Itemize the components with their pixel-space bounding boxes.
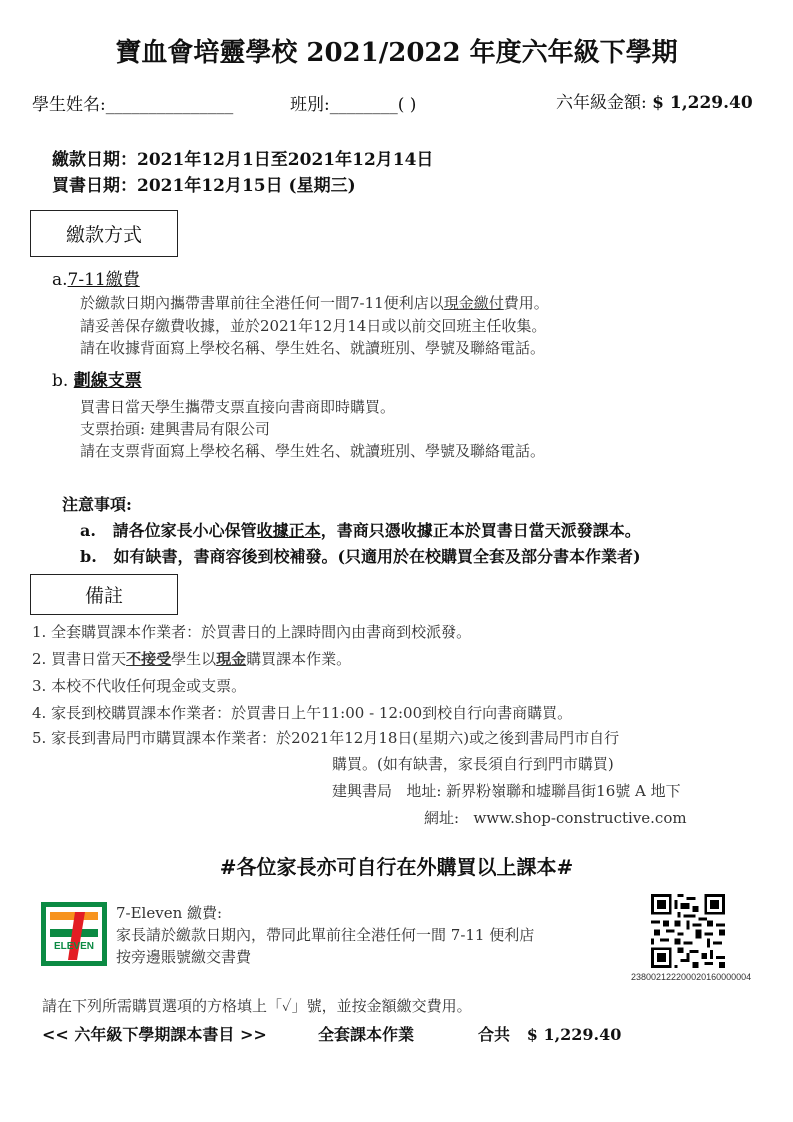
method-a-heading	[52, 265, 140, 290]
method-a-line-1	[80, 292, 549, 313]
note-b-text: 如有缺書，書商容後到校補發。(只適用於在校購買全套及部分書本作業者)	[113, 547, 641, 566]
footer-instruction: 請在下列所需購買選項的方格填上「✓」號，並按金額繳交費用。	[42, 997, 472, 1015]
student-name-field[interactable]	[32, 90, 233, 115]
method-a-cash-emphasis: 現金繳付	[443, 294, 504, 312]
remark-3: 3. 本校不代收任何現金或支票。	[32, 677, 247, 695]
grade-amount-label: 六年級金額:	[556, 93, 653, 113]
note-a-text: 請各位家長小心保管	[112, 521, 257, 540]
payment-qr-code	[651, 894, 725, 968]
total-value: $ 1,229.40	[526, 1025, 622, 1044]
shop-name: 建興書局	[332, 782, 393, 800]
class-blank: ________( )	[329, 95, 417, 115]
class-label: 班別:	[290, 95, 330, 115]
method-a-line-1-end: 費用。	[503, 294, 549, 312]
seven-eleven-logo	[41, 902, 107, 966]
method-b-line-2: 支票抬頭: 建興書局有限公司	[80, 420, 270, 438]
student-name-blank: _______________	[105, 95, 234, 115]
method-b-line-3: 請在支票背面寫上學校名稱、學生姓名、就讀班別、學號及聯絡電話。	[80, 442, 546, 460]
seven-eleven-line-2: 按旁邊賬號繳交書費	[116, 948, 252, 966]
address-value: 新界粉嶺聯和墟聯昌街16號 A 地下	[446, 782, 681, 800]
website-value: www.shop-constructive.com	[473, 809, 687, 827]
footer-total	[478, 1022, 621, 1045]
note-b-prefix: b.	[80, 547, 97, 566]
remark-2-end: 購買課本作業。	[246, 650, 352, 668]
note-a-receipt-emphasis: 收據正本	[256, 521, 321, 540]
shop-website	[424, 807, 687, 828]
book-list-label: << 六年級下學期課本書目 >>	[42, 1025, 267, 1044]
remark-2	[32, 648, 351, 669]
method-a-line-3: 請在收據背面寫上學校名稱、學生姓名、就讀班別、學號及聯絡電話。	[80, 339, 546, 357]
note-b	[80, 544, 641, 567]
method-a-line-1-text: 於繳款日期內攜帶書單前往全港任何一間7-11便利店以	[80, 294, 444, 312]
option-full-set[interactable]: 全套課本作業	[318, 1025, 415, 1044]
class-field[interactable]	[290, 90, 416, 115]
barcode-number: 238002122200020160000004	[631, 972, 752, 982]
student-name-label: 學生姓名:	[32, 95, 106, 115]
remark-2-cash: 現金	[216, 650, 247, 668]
note-a-prefix: a.	[80, 521, 96, 540]
method-b-title: 劃線支票	[73, 371, 142, 391]
remark-1: 1. 全套購買課本作業者：於買書日的上課時間內由書商到校派發。	[32, 623, 472, 641]
method-b-heading	[52, 366, 142, 391]
purchase-date: 買書日期：2021年12月15日 (星期三)	[52, 176, 356, 196]
remark-4: 4. 家長到校購買課本作業者：於買書日上午11:00 - 12:00到校自行向書商購買。	[32, 704, 573, 722]
method-a-line-2: 請妥善保存繳費收據，並於2021年12月14日或以前交回班主任收集。	[80, 317, 547, 335]
outside-purchase-banner: #各位家長亦可自行在外購買以上課本#	[219, 855, 574, 879]
note-a	[80, 518, 641, 541]
website-label: 網址:	[424, 809, 460, 827]
method-b-prefix: b.	[52, 371, 69, 391]
payment-date: 繳款日期：2021年12月1日至2021年12月14日	[52, 150, 434, 170]
remark-2-not-accept: 不接受	[126, 650, 172, 668]
seven-eleven-title: 7-Eleven 繳費:	[116, 904, 223, 922]
note-a-text-end: ，書商只憑收據正本於買書日當天派發課本。	[320, 521, 641, 540]
address-label: 地址:	[406, 782, 442, 800]
seven-eleven-line-1: 家長請於繳款日期內，帶同此單前往全港任何一間 7-11 便利店	[116, 926, 535, 944]
remark-5: 5. 家長到書局門市購買課本作業者：於2021年12月18日(星期六)或之後到書局門市自行	[32, 729, 620, 747]
grade-amount	[556, 88, 753, 113]
method-b-line-1: 買書日當天學生攜帶支票直接向書商即時購買。	[80, 398, 396, 416]
method-a-title: 7-11繳費	[67, 270, 140, 290]
shop-address	[332, 780, 681, 801]
grade-amount-value: $ 1,229.40	[652, 93, 753, 113]
remark-5-continued: 購買。(如有缺書，家長須自行到門市購買)	[332, 755, 614, 773]
method-a-prefix: a.	[52, 270, 68, 290]
remark-2-text: 2. 買書日當天	[32, 650, 127, 668]
payment-methods-heading: 繳款方式	[30, 210, 178, 257]
notes-heading: 注意事項:	[62, 495, 132, 514]
remarks-heading: 備註	[30, 574, 178, 615]
page-title: 寶血會培靈學校 2021/2022 年度六年級下學期	[115, 38, 678, 68]
remark-2-mid: 學生以	[171, 650, 217, 668]
logo-text: ELEVEN	[53, 941, 95, 952]
total-label: 合共	[478, 1025, 511, 1044]
